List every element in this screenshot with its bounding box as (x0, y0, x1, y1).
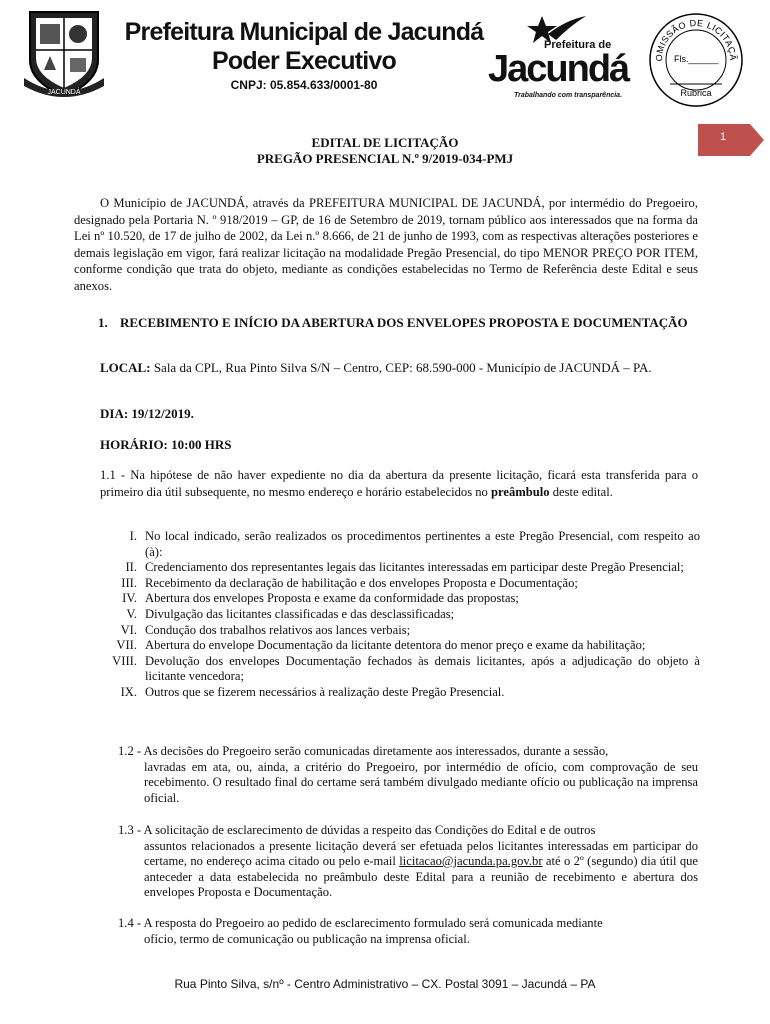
section-1-heading (98, 315, 698, 331)
stamp-fls: Fls.______ (674, 54, 719, 64)
p12-rest: lavradas em ata, ou, ainda, a critério do Pregoeiro, por intermédio de ofício, com comprovação de seu recebimento. O resultado final do certame será também divulgado mediante ofício ou publicação na imprensa oficial. (144, 759, 698, 805)
paragraph-1-4 (118, 916, 698, 947)
list-item-number: VII. (116, 638, 137, 653)
section-1-number: 1. (98, 315, 108, 330)
header-cnpj: CNPJ: 05.854.633/0001-80 (230, 78, 378, 92)
list-item-text: Devolução dos envelopes Documentação fechados às demais licitantes, após a adjudicação do objeto à licitante vencedora; (145, 653, 700, 684)
list-item (80, 654, 700, 685)
logo-tagline: Trabalhando com transparência. (514, 92, 623, 99)
list-item (80, 685, 700, 701)
p13-text-b: até o 2º (segundo) dia útil que anteceder a data estabelecida no preâmbulo deste Edital para a reunião de recebimento e abertura dos envelopes Proposta e Documentação. (144, 854, 698, 899)
list-item-text: Abertura dos envelopes Proposta e exame da conformidade das propostas; (145, 591, 519, 606)
crest-banner-text: JACUNDÁ (47, 89, 81, 96)
local-text: Sala da CPL, Rua Pinto Silva S/N – Centro, CEP: 68.590-000 - Município de JACUNDÁ – PA. (150, 360, 652, 375)
date-line: DIA: 19/12/2019. (100, 406, 194, 421)
local-line (100, 360, 700, 376)
list-item-number: I. (129, 529, 137, 543)
stamp-rubrica: Rubrica (680, 88, 712, 98)
paragraph-1-2 (118, 744, 698, 806)
p14-rest: ofício, termo de comunicação ou publicação na imprensa oficial. (144, 931, 470, 946)
list-item-number: IX. (120, 684, 137, 699)
list-item (80, 560, 700, 576)
p13-text-a: assuntos relacionados a presente licitação deverá ser efetuada pelos licitantes interessadas em participar do certame, no endereço acima citado ou pelo e-mail (144, 838, 698, 868)
procedure-list (80, 529, 700, 701)
header-title-line1: Prefeitura Municipal de Jacundá (124, 18, 484, 46)
list-item (80, 529, 700, 560)
stamp-text: OMISSÃO DE LICITAÇÃ (653, 17, 739, 62)
page-footer: Rua Pinto Silva, s/nº - Centro Administrativo – CX. Postal 3091 – Jacundá – PA (174, 977, 596, 991)
list-item (80, 623, 700, 639)
doc-subtitle: PREGÃO PRESENCIAL N.º 9/2019-034-PMJ (256, 151, 514, 166)
time-line: HORÁRIO: 10:00 HRS (100, 437, 232, 452)
paragraph-1-3 (118, 823, 698, 901)
list-item-text: Recebimento da declaração de habilitação e dos envelopes Proposta e Documentação; (145, 575, 578, 590)
list-item-text: Outros que se fizerem necessários à realização deste Pregão Presencial. (145, 684, 505, 699)
page-number: 1 (719, 131, 727, 143)
list-item-number: IV. (122, 591, 137, 606)
p11-text-a: 1.1 - Na hipótese de não haver expediente no dia da abertura da presente licitação, ficará esta transferida para o primeiro dia útil subsequente, no mesmo endereço e horário estabelecidos no (100, 468, 698, 499)
header-title-line2: Poder Executivo (212, 47, 396, 75)
list-item-text: Abertura do envelope Documentação da licitante detentora do menor preço e exame da habilitação; (145, 638, 646, 653)
doc-title: EDITAL DE LICITAÇÃO (311, 135, 459, 150)
p13-rest (118, 839, 698, 901)
email-link[interactable]: licitacao@jacunda.pa.gov.br (399, 854, 543, 868)
section-1-title: RECEBIMENTO E INÍCIO DA ABERTURA DOS ENVELOPES PROPOSTA E DOCUMENTAÇÃO (120, 315, 688, 330)
p11-text-b: deste edital. (549, 484, 613, 499)
local-label: LOCAL: (100, 360, 151, 375)
list-item-text: Divulgação das licitantes classificadas e das desclassificadas; (145, 606, 455, 621)
list-item (80, 591, 700, 607)
list-item (80, 638, 700, 654)
p11-bold: preâmbulo (490, 484, 550, 499)
logo-prefix: Prefeitura de (544, 39, 612, 51)
list-item-text: Credenciamento dos representantes legais das licitantes interessadas em participar deste Pregão Presencial; (145, 560, 684, 575)
list-item (80, 607, 700, 623)
list-item-number: VIII. (112, 653, 137, 668)
intro-paragraph: O Município de JACUNDÁ, através da PREFEITURA MUNICIPAL DE JACUNDÁ, por intermédio do Pregoeiro, designado pela Portaria N. º 918/2019 – GP, de 16 de Setembro de 2019, tornam público aos interessados que na forma da Lei nº 10.520, de 17 de julho de 2002, da Lei n.º 8.666, de 21 de junho de 1993, com as respectivas alterações posteriores e demais legislação em vigor, fará realizar licitação na modalidade Pregão Presencial, do tipo MENOR PREÇO POR ITEM, conforme condição que trata do objeto, mediante as condições estabelecidas no Termo de Referência deste Edital e seus anexos. (74, 196, 698, 293)
list-item-number: VI. (120, 622, 137, 637)
paragraph-1-1 (100, 467, 698, 500)
p12-first-line: 1.2 - As decisões do Pregoeiro serão comunicadas diretamente aos interessados, durante a sessão, (118, 744, 609, 758)
list-item (80, 576, 700, 592)
list-item-number: III. (121, 575, 137, 590)
list-item-number: II. (125, 560, 137, 575)
jacunda-logo (488, 14, 634, 102)
list-item-number: V. (126, 606, 137, 621)
list-item-text: No local indicado, serão realizados os procedimentos pertinentes a este Pregão Presencial, com respeito ao (à): (145, 529, 700, 559)
header-title-block (124, 20, 484, 91)
p14-first-line: 1.4 - A resposta do Pregoeiro ao pedido de esclarecimento formulado será comunicada mediante (118, 916, 603, 930)
logo-city: Jacundá (488, 48, 629, 90)
municipal-crest (24, 8, 104, 100)
licitation-stamp (648, 12, 744, 108)
list-item-text: Condução dos trabalhos relativos aos lances verbais; (145, 622, 411, 637)
p13-first-line: 1.3 - A solicitação de esclarecimento de dúvidas a respeito das Condições do Edital e de outros (118, 823, 596, 837)
